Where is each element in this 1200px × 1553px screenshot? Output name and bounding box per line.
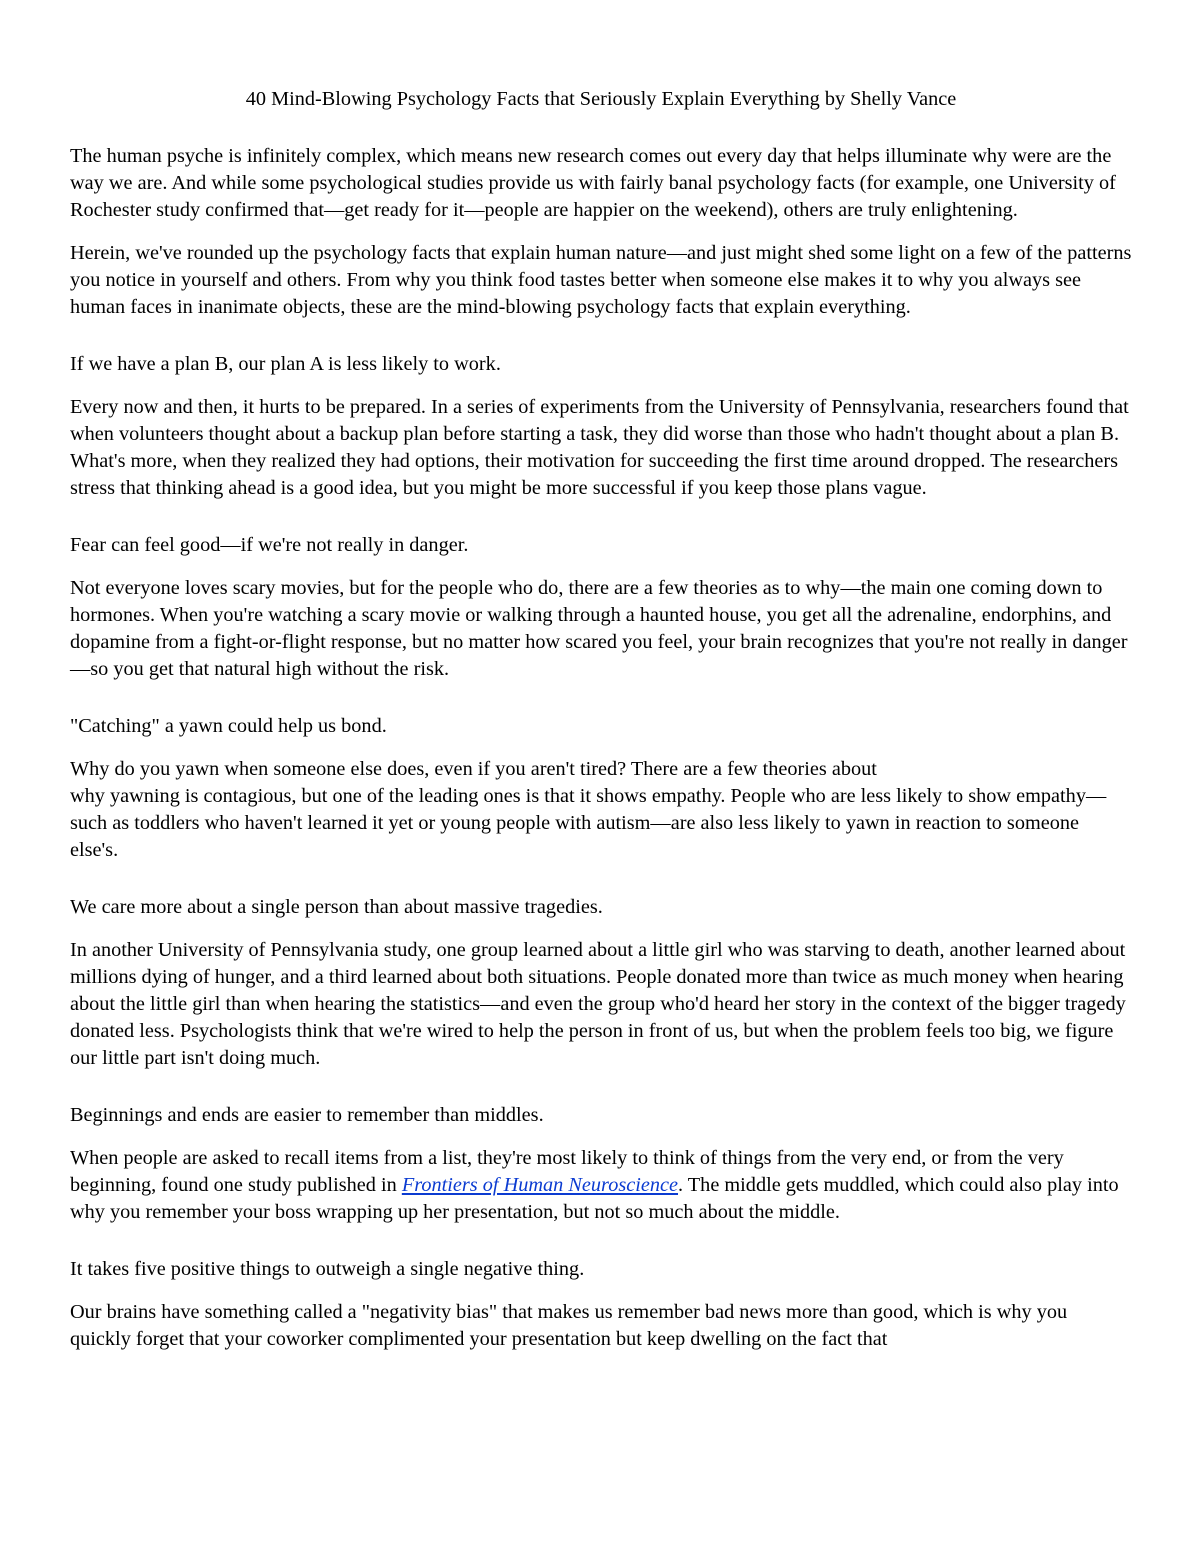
section-body-beginnings-text-after: . The middle gets muddled, which could also play into why you remember your boss wrapping up her presentation, but not so much about the middle. (70, 1174, 1119, 1223)
intro-paragraph-2: Herein, we've rounded up the psychology facts that explain human nature—and just might shed some light on a few of the patterns you notice in yourself and others. From why you think food tastes better when someone else makes it to why you always see human faces in inanimate objects, these are the mind-blowing psychology facts that explain everything. (70, 242, 1132, 318)
section-body-fear: Not everyone loves scary movies, but for the people who do, there are a few theories as to why—the main one coming down to hormones. When you're watching a scary movie or walking through a haunted house, you get all the adrenaline, endorphins, and dopamine from a fight-or-flight response, but no matter how scared you feel, your brain recognizes that you're not really in danger—so you get that natural high without the risk. (70, 577, 1128, 680)
document-title: 40 Mind-Blowing Psychology Facts that Seriously Explain Everything by Shelly Vance (245, 88, 957, 110)
section-body-yawn-rest: why yawning is contagious, but one of the leading ones is that it shows empathy. People who are less likely to show empathy—such as toddlers who haven't learned it yet or young people with autism—are also less likely to yawn in reaction to someone else's. (70, 785, 1107, 861)
section-heading-beginnings: Beginnings and ends are easier to remember than middles. (70, 1104, 544, 1126)
section-heading-yawn: "Catching" a yawn could help us bond. (70, 715, 387, 737)
section-heading-single-person: We care more about a single person than about massive tragedies. (70, 896, 603, 918)
section-body-single-person: In another University of Pennsylvania study, one group learned about a little girl who was starving to death, another learned about millions dying of hunger, and a third learned about both situations. People donated more than twice as much money when hearing about the little girl than when hearing the statistics—and even the group who'd heard her story in the context of the bigger tragedy donated less. Psychologists think that we're wired to help the person in front of us, but when the problem feels too big, we figure our little part isn't doing much. (70, 939, 1126, 1069)
section-heading-plan-b: If we have a plan B, our plan A is less likely to work. (70, 353, 501, 375)
section-body-beginnings-text-before: When people are asked to recall items from a list, they're most likely to think of things from the very end, or from the very beginning, found one study published in (70, 1147, 1064, 1196)
section-heading-negativity: It takes five positive things to outweigh a single negative thing. (70, 1258, 585, 1280)
section-body-beginnings (70, 1145, 1132, 1226)
frontiers-journal-link[interactable]: Frontiers of Human Neuroscience (401, 1174, 679, 1196)
section-body-yawn-line1: Why do you yawn when someone else does, even if you aren't tired? There are a few theories about (70, 758, 877, 780)
section-heading-fear: Fear can feel good—if we're not really in danger. (70, 534, 469, 556)
intro-paragraph-1: The human psyche is infinitely complex, which means new research comes out every day that helps illuminate why were are the way we are. And while some psychological studies provide us with fairly banal psychology facts (for example, one University of Rochester study confirmed that—get ready for it—people are happier on the weekend), others are truly enlightening. (70, 145, 1116, 221)
section-body-negativity: Our brains have something called a "negativity bias" that makes us remember bad news more than good, which is why you quickly forget that your coworker complimented your presentation but keep dwelling on the fact that (70, 1301, 1068, 1350)
section-body-plan-b: Every now and then, it hurts to be prepared. In a series of experiments from the University of Pennsylvania, researchers found that when volunteers thought about a backup plan before starting a task, they did worse than those who hadn't thought about a plan B. What's more, when they realized they had options, their motivation for succeeding the first time around dropped. The researchers stress that thinking ahead is a good idea, but you might be more successful if you keep those plans vague. (70, 396, 1129, 499)
document-body (70, 86, 1132, 1369)
section-body-yawn (70, 756, 1132, 864)
